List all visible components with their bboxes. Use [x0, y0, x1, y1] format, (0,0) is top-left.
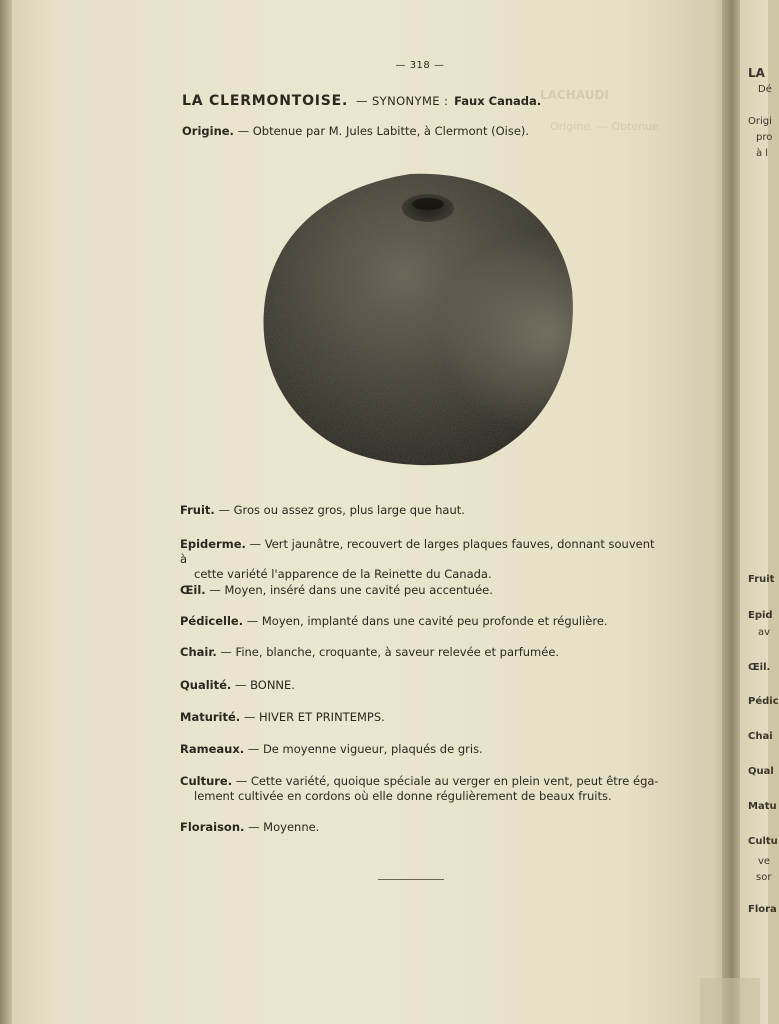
entry-qualite [180, 678, 660, 693]
rp-fragment: Fruit [748, 574, 775, 585]
entry-label: Rameaux. [180, 742, 245, 756]
entry-label: Qualité. [180, 678, 232, 692]
entry-text: — Moyenne. [248, 820, 320, 834]
origin-line [182, 124, 529, 138]
variety-header [182, 93, 541, 109]
rp-fragment: Cultu [748, 836, 778, 847]
entry-label: Floraison. [180, 820, 245, 834]
rp-fragment: Chai [748, 731, 773, 742]
rp-fragment: ve [758, 856, 771, 867]
origin-label: Origine. [182, 124, 234, 138]
entry-pedicelle [180, 614, 660, 629]
entry-chair [180, 645, 660, 660]
entry-maturite [180, 710, 660, 725]
rp-fragment: LA [748, 66, 765, 80]
variety-title: LA CLERMONTOISE. [182, 93, 349, 109]
bleed-through-heading: LACHAUDI [540, 88, 609, 102]
rp-fragment: pro [756, 132, 773, 143]
entry-text: — HIVER ET PRINTEMPS. [243, 710, 385, 724]
entry-continuation: lement cultivée en cordons où elle donne régulièrement de beaux fruits. [194, 789, 612, 803]
rp-fragment: Pédic [748, 696, 779, 707]
rp-fragment: Epid [748, 610, 773, 621]
rp-fragment: Origi [748, 116, 772, 127]
rp-fragment: à l [756, 148, 769, 159]
book-gutter [722, 0, 742, 1024]
end-rule [378, 879, 444, 880]
page-number: — 318 — [395, 60, 445, 71]
entry-label: Maturité. [180, 710, 241, 724]
right-page [740, 0, 779, 1024]
entry-label: Culture. [180, 774, 233, 788]
entry-text: — De moyenne vigueur, plaqués de gris. [247, 742, 483, 756]
entry-rameaux [180, 742, 660, 757]
entry-label: Chair. [180, 645, 217, 659]
corner-watermark [700, 978, 760, 1024]
entry-culture [180, 774, 660, 804]
rp-fragment: Qual [748, 766, 774, 777]
entry-text: — Vert jaunâtre, recouvert de larges plaques fauves, donnant souvent à [180, 537, 655, 566]
entry-text: — BONNE. [234, 678, 295, 692]
synonym-value: Faux Canada. [454, 94, 542, 108]
apple-photograph [260, 170, 576, 470]
entry-text: — Gros ou assez gros, plus large que haut. [218, 503, 465, 517]
left-page [10, 0, 734, 1024]
rp-fragment: av [758, 627, 771, 638]
entry-floraison [180, 820, 660, 835]
entry-label: Œil. [180, 583, 206, 597]
entry-text: — Cette variété, quoique spéciale au verger en plein vent, peut être éga- [235, 774, 659, 788]
origin-text: — Obtenue par M. Jules Labitte, à Clermont (Oise). [237, 124, 530, 138]
rp-fragment: Matu [748, 801, 777, 812]
entry-label: Pédicelle. [180, 614, 244, 628]
entry-text: — Moyen, implanté dans une cavité peu profonde et régulière. [246, 614, 608, 628]
entry-continuation: cette variété l'apparence de la Reinette du Canada. [194, 567, 492, 581]
entry-oeil [180, 583, 660, 598]
entry-text: — Moyen, inséré dans une cavité peu accentuée. [209, 583, 493, 597]
entry-epiderme [180, 537, 660, 582]
entry-fruit [180, 503, 660, 518]
synonym-label: — SYNONYME : [355, 94, 449, 108]
entry-text: — Fine, blanche, croquante, à saveur relevée et parfumée. [220, 645, 560, 659]
rp-fragment: sor [756, 872, 772, 883]
rp-fragment: Dé [758, 84, 772, 95]
entry-label: Epiderme. [180, 537, 246, 551]
bleed-through-origin: Origine. — Obtenue [550, 120, 659, 133]
entry-label: Fruit. [180, 503, 215, 517]
rp-fragment: Œil. [748, 662, 771, 673]
rp-fragment: Flora [748, 904, 777, 915]
